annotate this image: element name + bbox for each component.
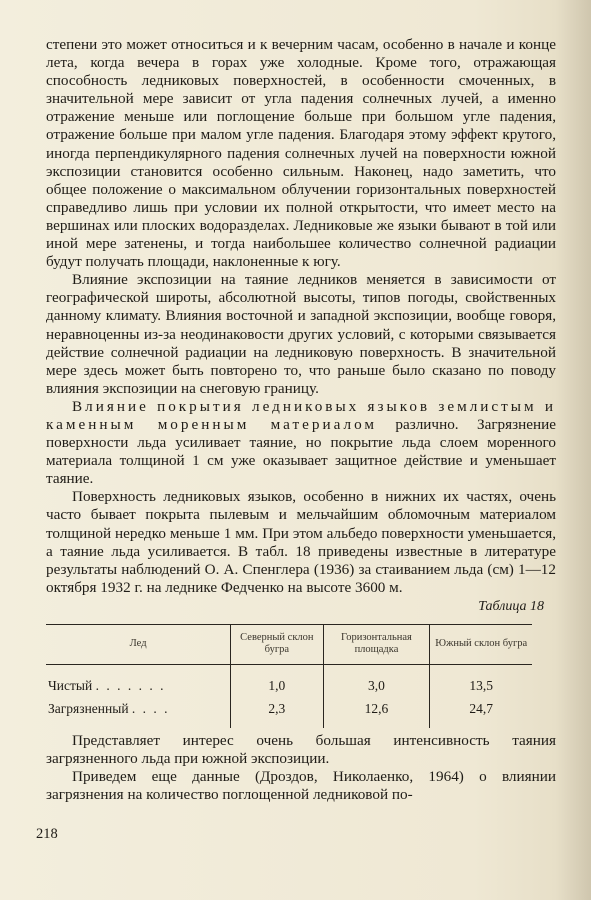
header-horizontal: Горизонтальная площадка (323, 625, 430, 665)
table-row (46, 665, 532, 699)
table-cell: 2,3 (231, 698, 323, 728)
page-number: 218 (36, 826, 58, 842)
paragraph-2: Влияние экспозиции на таяние ледников меняется в зависимости от географической широты, абсолютной высоты, типов погоды, свойственных данному климату. Влияния восточной и западной экспозиции, вообще говоря, неравноценны из-за неодинаковости других условий, с которыми связывается действие солнечной радиации на ледниковую поверхность. В значительной мере здесь может быть повторено то, что раньше было сказано по поводу влияния экспозиции на снеговую границу. (46, 271, 556, 397)
paragraph-5: Представляет интерес очень большая интенсивность таяния загрязненного льда при южной экспозиции. (46, 732, 556, 768)
table-cell: 1,0 (231, 665, 323, 699)
table-caption: Таблица 18 (478, 598, 544, 614)
data-table (46, 624, 532, 728)
header-south-slope: Южный склон бугра (430, 625, 532, 665)
paragraph-1: степени это может относиться и к вечерним часам, особенно в начале и конце лета, когда вечера в горах уже холодные. Кроме того, отражающая способность ледниковых поверхностей, в особенности смоченных, в значительной мере зависит от угла падения солнечных лучей, а именно отражение меньше или поглощение больше при большом угле падения, отражение больше при малом угле падения. Благодаря этому эффект крутого, иногда перпендикулярного падения солнечных лучей на поверхности южной экспозиции становится особенно сильным. Наконец, надо заметить, что общее положение о максимальном облучении горизонтальных поверхностей справедливо лишь при условии их полной открытости, что имеет место на вершинах или плоских водоразделах. Ледниковые же языки бывают в той или иной мере затенены, и тогда наибольшее количество солнечной радиации будут получать площади, наклоненные к югу. (46, 36, 556, 271)
row-label: Загрязненный . . . . (48, 701, 170, 717)
table-cell: 3,0 (323, 665, 430, 699)
spaced-heading: Влияние покрытия ледниковых языков землистым и каменным моренным материалом (46, 397, 556, 433)
header-ice: Лед (46, 625, 231, 665)
table-cell: 13,5 (430, 665, 532, 699)
table-cell: 12,6 (323, 698, 430, 728)
paragraph-6: Приведем еще данные (Дроздов, Николаенко, 1964) о влиянии загрязнения на количество поглощенной ледниковой по- (46, 768, 556, 804)
table-cell: 24,7 (430, 698, 532, 728)
header-north-slope: Северный склон бугра (231, 625, 323, 665)
paragraph-3 (46, 398, 556, 488)
row-label: Чистый . . . . . . . (48, 678, 166, 693)
paragraph-4: Поверхность ледниковых языков, особенно в нижних их частях, очень часто бывает покрыта пылевым и мельчайшим обломочным материалом толщиной нередко меньше 1 мм. При этом альбедо поверхности уменьшается, а таяние льда усиливается. В табл. 18 приведены известные в литературе результаты наблюдений О. А. Спенглера (1936) за стаиванием льда (см) 1—12 октября 1932 г. на леднике Федченко на высоте 3600 м. (46, 488, 556, 596)
page-text (46, 36, 556, 805)
table-header-row (46, 625, 532, 665)
table-row (46, 698, 532, 728)
spaced-heading-rest: различно. Загрязнение поверхности льда усиливает таяние, но покрытие льда слоем моренного материала толщиной 1 см уже оказывает защитное действие и уменьшает таяние. (46, 415, 556, 488)
